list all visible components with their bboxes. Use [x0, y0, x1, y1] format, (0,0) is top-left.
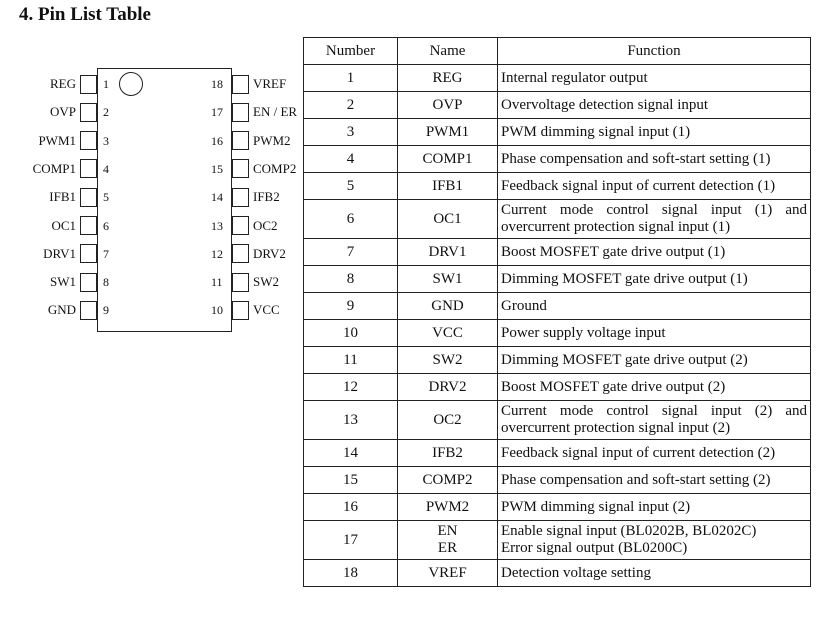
pin-name-text: IFB2 — [432, 444, 463, 461]
cell-function — [498, 521, 811, 560]
pin-number: 5 — [103, 190, 109, 205]
function-text: PWM dimming signal input (2) — [501, 498, 691, 515]
table-row — [304, 560, 811, 587]
pin-number: 11 — [211, 275, 223, 290]
table-row — [304, 200, 811, 239]
pin1-marker-circle — [119, 72, 143, 96]
pin-name-text: IFB1 — [432, 177, 463, 194]
pin-right — [232, 272, 302, 292]
pin-number: 15 — [211, 161, 223, 176]
cell-function — [498, 146, 811, 173]
pin-right — [232, 300, 302, 320]
pin-name: SW2 — [253, 274, 279, 290]
pin-right — [232, 131, 302, 151]
pin-name: SW1 — [50, 274, 76, 290]
table-row — [304, 65, 811, 92]
pin-left — [0, 272, 97, 292]
table-row — [304, 146, 811, 173]
table-row — [304, 92, 811, 119]
cell-name — [398, 401, 498, 440]
pin-number: 2 — [103, 105, 109, 120]
cell-number: 3 — [304, 119, 398, 146]
function-text: Feedback signal input of current detection (1) — [501, 177, 776, 194]
pin-number: 3 — [103, 133, 109, 148]
pin-lead — [232, 301, 249, 320]
function-text: Internal regulator output — [501, 69, 648, 86]
cell-number: 7 — [304, 239, 398, 266]
pin-name: PWM1 — [38, 132, 76, 148]
pin-name-text: VREF — [428, 564, 467, 581]
pin-right — [232, 74, 302, 94]
pin-name-text: COMP1 — [422, 150, 473, 167]
cell-function — [498, 560, 811, 587]
table-header-row — [304, 38, 811, 65]
section-heading: 4. Pin List Table — [19, 4, 151, 25]
function-text: Phase compensation and soft-start setting (2) — [501, 471, 771, 488]
function-text: Overvoltage detection signal input — [501, 96, 709, 113]
cell-number: 15 — [304, 467, 398, 494]
pin-left — [0, 102, 97, 122]
function-text: Feedback signal input of current detection (2) — [501, 444, 776, 461]
pin-left — [0, 74, 97, 94]
cell-name — [398, 347, 498, 374]
cell-name — [398, 467, 498, 494]
table-row — [304, 401, 811, 440]
cell-function — [498, 65, 811, 92]
header-number: Number — [304, 38, 398, 65]
table-row — [304, 521, 811, 560]
table-row — [304, 374, 811, 401]
pin-list-table — [303, 37, 811, 587]
function-text-alt: Error signal output (BL0200C) — [501, 540, 688, 556]
cell-function — [498, 494, 811, 521]
table-row — [304, 173, 811, 200]
pin-lead — [80, 159, 97, 178]
function-text: Boost MOSFET gate drive output (1) — [501, 243, 726, 260]
cell-function — [498, 92, 811, 119]
function-text: Dimming MOSFET gate drive output (1) — [501, 270, 748, 287]
cell-number: 13 — [304, 401, 398, 440]
cell-name — [398, 293, 498, 320]
pin-name: IFB1 — [49, 189, 76, 205]
cell-function — [498, 200, 811, 239]
pin-lead — [80, 216, 97, 235]
header-name: Name — [398, 38, 498, 65]
pin-name: COMP1 — [32, 160, 76, 176]
pin-lead — [232, 188, 249, 207]
pin-number: 7 — [103, 246, 109, 261]
pin-number: 4 — [103, 161, 109, 176]
function-text: Phase compensation and soft-start setting (1) — [501, 150, 771, 167]
function-text: Dimming MOSFET gate drive output (2) — [501, 351, 748, 368]
header-function: Function — [498, 38, 811, 65]
pin-name-text: DRV1 — [428, 243, 467, 260]
pin-name: EN / ER — [253, 104, 298, 120]
table-row — [304, 494, 811, 521]
pin-name-text: SW2 — [432, 351, 463, 368]
pin-right — [232, 159, 302, 179]
pin-lead — [80, 273, 97, 292]
pin-left — [0, 300, 97, 320]
function-text: Current mode control signal input (2) and overcurrent protection signal input (2) — [501, 403, 807, 436]
cell-name — [398, 119, 498, 146]
function-text: Boost MOSFET gate drive output (2) — [501, 378, 726, 395]
pin-name-text: EN — [437, 523, 458, 539]
cell-name — [398, 65, 498, 92]
cell-number: 2 — [304, 92, 398, 119]
pin-lead — [80, 75, 97, 94]
pin-number: 9 — [103, 303, 109, 318]
ic-package-diagram — [0, 0, 300, 360]
pin-name-text: DRV2 — [428, 378, 467, 395]
cell-number: 16 — [304, 494, 398, 521]
pin-name-text: OC2 — [433, 411, 462, 428]
pin-number: 18 — [211, 77, 223, 91]
pin-lead — [232, 159, 249, 178]
pin-name: PWM2 — [253, 132, 291, 148]
pin-name: COMP2 — [253, 160, 297, 176]
cell-name — [398, 521, 498, 560]
pin-right — [232, 216, 302, 236]
pin-lead — [232, 216, 249, 235]
pin-name: VREF — [253, 76, 287, 91]
pin-number: 6 — [103, 218, 109, 233]
pin-lead — [80, 103, 97, 122]
pin-lead — [232, 103, 249, 122]
pin-name-text: COMP2 — [422, 471, 473, 488]
table-row — [304, 119, 811, 146]
pin-name-text: PWM2 — [425, 498, 470, 515]
cell-number: 10 — [304, 320, 398, 347]
pin-lead — [232, 273, 249, 292]
table-row — [304, 440, 811, 467]
cell-number: 8 — [304, 266, 398, 293]
cell-function — [498, 467, 811, 494]
pin-left — [0, 244, 97, 264]
pin-number: 14 — [211, 190, 223, 205]
pin-name: GND — [47, 302, 76, 318]
pin-name-text: VCC — [432, 324, 463, 341]
pin-lead — [80, 244, 97, 263]
cell-function — [498, 293, 811, 320]
cell-number: 9 — [304, 293, 398, 320]
cell-name — [398, 92, 498, 119]
pin-name: OC2 — [253, 217, 278, 233]
table-row — [304, 239, 811, 266]
cell-function — [498, 374, 811, 401]
function-text: Current mode control signal input (1) and overcurrent protection signal input (1) — [501, 202, 807, 235]
cell-function — [498, 173, 811, 200]
function-text: Ground — [501, 297, 547, 314]
cell-name — [398, 440, 498, 467]
table-row — [304, 293, 811, 320]
pin-name-text: OVP — [432, 96, 463, 113]
cell-name — [398, 560, 498, 587]
cell-number: 4 — [304, 146, 398, 173]
cell-name — [398, 374, 498, 401]
cell-function — [498, 440, 811, 467]
pin-name-text: REG — [432, 69, 463, 86]
pin-right — [232, 187, 302, 207]
cell-function — [498, 401, 811, 440]
pin-number: 16 — [211, 133, 223, 148]
pin-name: DRV2 — [253, 245, 286, 261]
pin-name: OC1 — [51, 217, 76, 233]
cell-function — [498, 239, 811, 266]
pin-right — [232, 102, 302, 122]
function-text: Power supply voltage input — [501, 324, 666, 341]
table-row — [304, 266, 811, 293]
pin-number: 1 — [103, 77, 109, 91]
table-row — [304, 467, 811, 494]
cell-name — [398, 266, 498, 293]
cell-name — [398, 320, 498, 347]
function-text: Enable signal input (BL0202B, BL0202C) — [501, 523, 757, 539]
pin-name-text-alt: ER — [437, 540, 458, 556]
table-row — [304, 320, 811, 347]
cell-function — [498, 320, 811, 347]
pin-right — [232, 244, 302, 264]
cell-number: 12 — [304, 374, 398, 401]
pin-left — [0, 131, 97, 151]
cell-name — [398, 173, 498, 200]
pin-number: 10 — [211, 303, 223, 318]
pin-name-text: GND — [431, 297, 464, 314]
pin-number: 13 — [211, 218, 223, 233]
pin-left — [0, 159, 97, 179]
pin-number: 12 — [211, 246, 223, 261]
pin-name: VCC — [253, 302, 280, 318]
pin-name-text: PWM1 — [425, 123, 470, 140]
pin-name: OVP — [49, 104, 76, 120]
cell-name — [398, 494, 498, 521]
pin-left — [0, 187, 97, 207]
pin-lead — [232, 75, 249, 94]
pin-lead — [232, 244, 249, 263]
pin-name: DRV1 — [43, 245, 76, 261]
cell-function — [498, 266, 811, 293]
pin-name: IFB2 — [253, 189, 280, 205]
function-text: Detection voltage setting — [501, 564, 651, 581]
cell-number: 11 — [304, 347, 398, 374]
pin-lead — [80, 131, 97, 150]
pin-lead — [80, 301, 97, 320]
table-row — [304, 347, 811, 374]
pin-lead — [232, 131, 249, 150]
pin-name-text: SW1 — [432, 270, 463, 287]
cell-number: 17 — [304, 521, 398, 560]
cell-number: 18 — [304, 560, 398, 587]
pin-lead — [80, 188, 97, 207]
pin-number: 17 — [211, 105, 223, 120]
cell-function — [498, 347, 811, 374]
cell-number: 1 — [304, 65, 398, 92]
cell-function — [498, 119, 811, 146]
cell-number: 14 — [304, 440, 398, 467]
function-text: PWM dimming signal input (1) — [501, 123, 691, 140]
pin-name-text: OC1 — [433, 210, 462, 227]
pin-left — [0, 216, 97, 236]
pin-number: 8 — [103, 275, 109, 290]
cell-name — [398, 239, 498, 266]
cell-name — [398, 200, 498, 239]
cell-number: 5 — [304, 173, 398, 200]
cell-name — [398, 146, 498, 173]
cell-number: 6 — [304, 200, 398, 239]
pin-name: REG — [50, 76, 76, 91]
